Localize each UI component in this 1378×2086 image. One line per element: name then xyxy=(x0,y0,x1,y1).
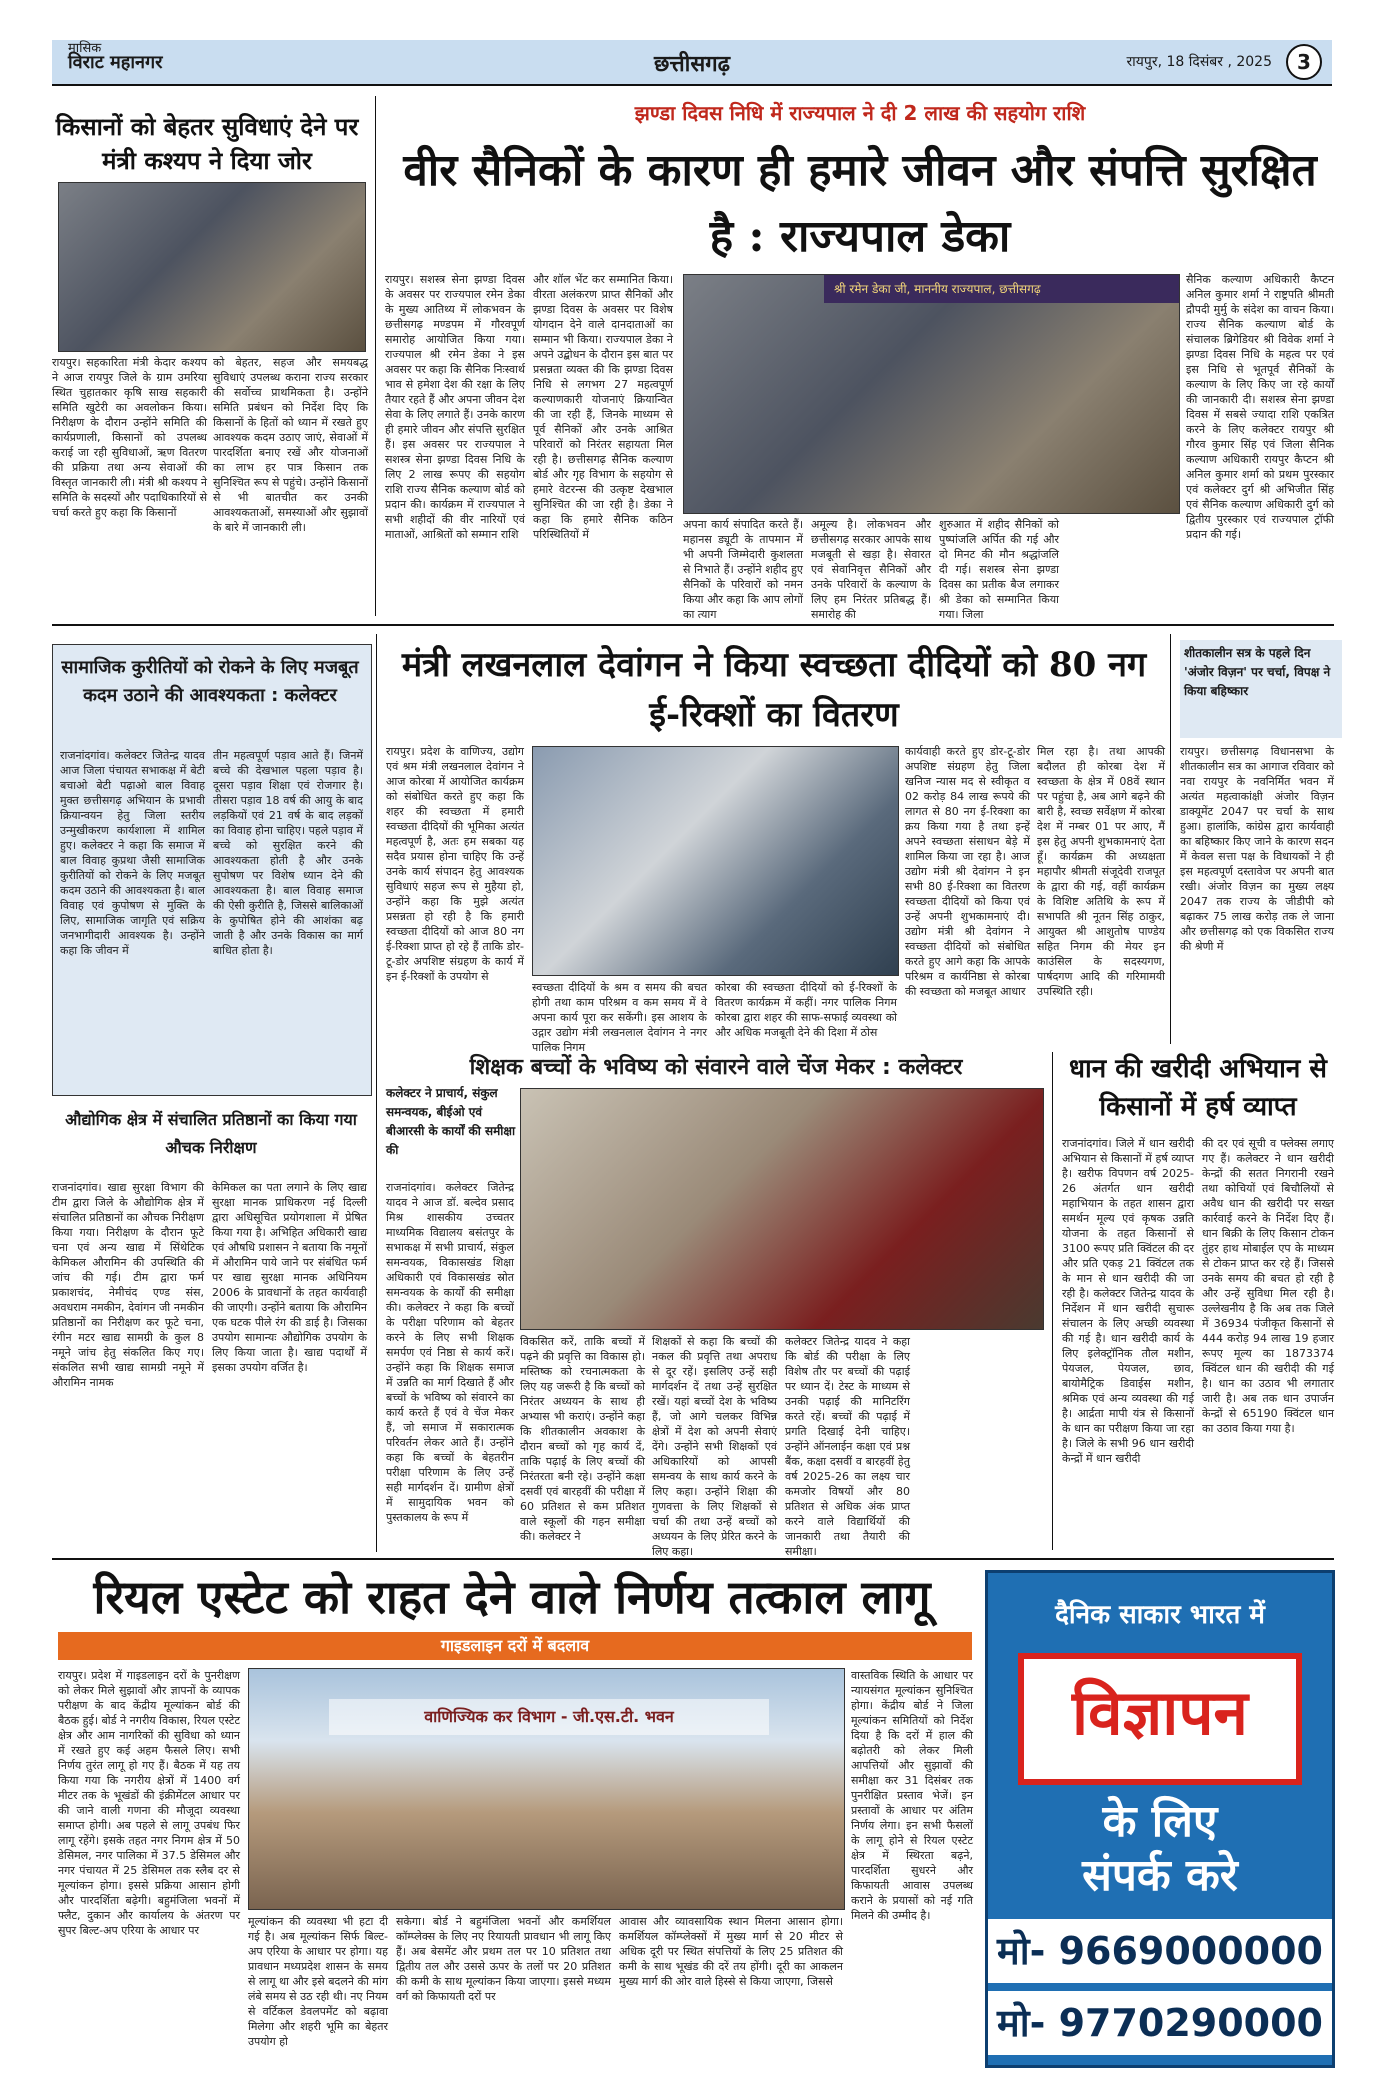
teachers-headline: शिक्षक बच्चों के भविष्य को संवारने वाले चेंज मेकर : कलेक्टर xyxy=(469,1055,963,1080)
governor-photo xyxy=(683,274,1180,514)
ad-line-2: के लिए xyxy=(1102,1796,1218,1847)
industrial-headline: औद्योगिक क्षेत्र में संचालित प्रतिष्ठानों का किया गया औचक निरीक्षण xyxy=(65,1110,357,1157)
governor-photo-banner: श्री रमेन डेका जी, माननीय राज्यपाल, छत्तीसगढ़ xyxy=(824,275,1179,303)
ad-line-3: संपर्क करे xyxy=(1082,1850,1238,1901)
governor-col-1: रायपुर। सशस्त्र सेना झण्डा दिवस के अवसर पर राज्यपाल रमेन डेका के मुख्य आतिथ्य में लोकभवन के छत्तीसगढ़ मण्डपम में गौरवपूर्ण समारोह आयोजित किया गया। राज्यपाल श्री रमेन डेका ने इस अवसर पर कहा कि सैनिक निःस्वार्थ भाव से हमेशा देश की रक्षा के लिए तैयार रहते हैं और अपना जीवन देश सेवा के लिए लगाते हैं। उनके कारण ही हमारे जीवन और संपत्ति सुरक्षित हैं। इस अवसर पर राज्यपाल ने सशस्त्र सेना झण्डा दिवस निधि के लिए 2 लाख रूपए की सहयोग राशि राज्य सैनिक कल्याण बोर्ड को प्रदान की। कार्यक्रम में राज्यपाल ने सभी शहीदों की वीर नारियों एवं माताओं, आश्रितों को सम्मान राशि xyxy=(385,273,525,541)
column-divider xyxy=(375,96,376,616)
column-divider xyxy=(1052,1052,1053,1550)
governor-col-3: अपना कार्य संपादित करते हैं। महानस ड्यूटी के तापमान में भी अपनी जिम्मेदारी कुशलता से निभाते हैं। उन्होंने शहीद हुए सैनिकों के परिवारों को नमन किया और कहा कि आप लोगों का त्याग xyxy=(683,518,803,621)
realestate-col-5: वास्तविक स्थिति के आधार पर न्यायसंगत मूल्यांकन सुनिश्चित होगा। केंद्रीय बोर्ड ने जिला मूल्यांकन समितियों को निर्देश दिया है कि दरों में हाल की बढ़ोतरी को लेकर मिली आपत्तियों और सुझावों की समीक्षा कर 31 दिसंबर तक पुनरीक्षित प्रस्ताव भेजें। इन प्रस्तावों के आधार पर अंतिम निर्णय लेगा। इन सभी फैसलों के लागू होने से रियल एस्टेट क्षेत्र में स्थिरता बढ़ने, पारदर्शिता सुधरने और किफायती आवास उपलब्ध कराने के प्रयासों को नई गति मिलने की उम्मीद है। xyxy=(851,1669,973,1922)
governor-col-6: सैनिक कल्याण अधिकारी कैप्टन अनिल कुमार शर्मा ने राष्ट्रपति श्रीमती द्रौपदी मुर्मु के संदेश का वाचन किया। राज्य सैनिक कल्याण बोर्ड के संचालक ब्रिगेडियर श्री विवेक शर्मा ने झण्डा दिवस निधि के महत्व पर एवं इस निधि से भूतपूर्व सैनिकों के कल्याण के लिए किए जा रहे कार्यों की जानकारी दी। सशस्त्र सेना झण्डा दिवस में सबसे ज्यादा राशि एकत्रित करने के लिए कलेक्टर रायपुर श्री गौरव कुमार सिंह एवं जिला सैनिक कल्याण अधिकारी रायपुर कैप्टन श्री अनिल कुमार शर्मा को प्रथम पुरस्कार एवं कलेक्टर दुर्ग श्री अभिजीत सिंह एवं सैनिक कल्याण अधिकारी दुर्ग को द्वितीय पुरस्कार एवं राज्यपाल ट्रॉफी प्रदान की गई। xyxy=(1186,273,1334,541)
teachers-col-4: कलेक्टर जितेन्द्र यादव ने कहा कि बोर्ड की परीक्षा के लिए विशेष तौर पर बच्चों की पढ़ाई पर ध्यान दें। टेस्ट के माध्यम से उनकी पढ़ाई की मानिटरिंग करते रहें। बच्चों की पढ़ाई में प्रगति दिखाई देनी चाहिए। उन्होंने ऑनलाईन कक्षा एवं प्रश्न बैंक, कक्षा दसवीं व बारहवीं हेतु वर्ष 2025-26 का लक्ष्य चार कमजोर विषयों और 80 प्रतिशत से अधिक अंक प्राप्त करने वाले विद्यार्थियों की जानकारी तथा तैयारी की समीक्षा। xyxy=(785,1335,910,1558)
dateline: रायपुर, 18 दिसंबर , 2025 xyxy=(1126,54,1272,70)
social-col-2: तीन महत्वपूर्ण पड़ाव आते हैं। जिनमें बच्चे की देखभाल पहला पड़ाव है। दूसरा पड़ाव शिक्षा एवं रोजगार है। तीसरा पड़ाव 18 वर्ष की आयु के बाद लड़कियों एवं 21 वर्ष के बाद लड़कों का विवाह होना चाहिए। पहले पड़ाव में बच्चे को सुरक्षित करने की आवश्यकता होती है और उनके सुपोषण पर विशेष ध्यान देने की आवश्यकता है। बाल विवाह समाज की ऐसी कुरीति है, जिससे बालिकाओं के कुपोषित होने की आशंका बढ़ जाती है और उनके विकास का मार्ग बाधित होता है। xyxy=(213,749,363,957)
building-sign: वाणिज्यिक कर विभाग - जी.एस.टी. भवन xyxy=(329,1699,769,1735)
realestate-col-2: मूल्यांकन की व्यवस्था भी हटा दी गई है। अब मूल्यांकन सिर्फ बिल्ट-अप एरिया के आधार पर होगा। यह प्रावधान मध्यप्रदेश शासन के समय से लागू था और इसे बदलने की मांग लंबे समय से उठ रही थी। नए नियम से वर्टिकल डेवलपमेंट को बढ़ावा मिलेगा और शहरी भूमि का बेहतर उपयोग हो xyxy=(248,1915,388,2048)
realestate-headline: रियल एस्टेट को राहत देने वाले निर्णय तत्काल लागू xyxy=(93,1570,931,1624)
realestate-subhead: गाइडलाइन दरों में बदलाव xyxy=(58,1632,972,1660)
section-divider xyxy=(52,624,1334,626)
farmers-col-1: रायपुर। सहकारिता मंत्री केदार कश्यप ने आज रायपुर जिले के ग्राम उमरिया स्थित चुहातकार कृषि साख सहकारी समिति खुटेरी का अवलोकन किया। निरीक्षण के दौरान उन्होंने समिति की कार्यप्रणाली, किसानों को उपलब्ध कराई जा रही सुविधाओं, ऋण वितरण की प्रक्रिया तथा अन्य सेवाओं की विस्तृत जानकारी ली। मंत्री श्री कश्यप ने समिति के सदस्यों और पदाधिकारियों से चर्चा करते हुए कहा कि किसानों xyxy=(52,356,207,519)
farmers-photo xyxy=(58,182,366,352)
assembly-col-1: रायपुर। छत्तीसगढ़ विधानसभा के शीतकालीन सत्र का आगाज रविवार को नवा रायपुर के नवनिर्मित भवन में अत्यंत महत्वाकांक्षी अंजोर विज़न डाक्यूमेंट 2047 पर चर्चा के साथ हुआ। हालांकि, कांग्रेस द्वारा कार्यवाही का बहिष्कार किए जाने के कारण सदन में केवल सत्ता पक्ष के विधायकों ने ही इस महत्वपूर्ण दस्तावेज पर अपनी बात रखी। अंजोर विज़न का मुख्य लक्ष्य 2047 तक राज्य के जीडीपी को बढ़ाकर 75 लाख करोड़ तक ले जाना और छत्तीसगढ़ को एक विकसित राज्य की श्रेणी में xyxy=(1180,745,1334,953)
governor-col-5: शुरुआत में शहीद सैनिकों को पुष्पांजलि अर्पित की गई और दो मिनट की मौन श्रद्धांजलि दी गई। सशस्त्र सेना झण्डा दिवस का प्रतीक बैज लगाकर श्री डेका को सम्मानित किया गया। जिला xyxy=(939,518,1059,621)
governor-headline: वीर सैनिकों के कारण ही हमारे जीवन और संपत्ति सुरक्षित है : राज्यपाल डेका xyxy=(403,145,1317,262)
section-divider xyxy=(52,1558,1334,1560)
assembly-headline: शीतकालीन सत्र के पहले दिन 'अंजोर विज़न' पर चर्चा, विपक्ष ने किया बहिष्कार xyxy=(1180,640,1342,738)
realestate-col-3: सकेगा। बोर्ड ने बहुमंजिला भवनों और कमर्शियल कॉम्प्लेक्स के लिए नए रियायती प्रावधान भी लागू किए हैं। अब बेसमेंट और प्रथम तल पर 10 प्रतिशत तथा द्वितीय तल और उससे ऊपर के तलों पर 20 प्रतिशत की कमी के साथ मूल्यांकन किया जाएगा। इससे मध्यम वर्ग को किफायती दरों पर xyxy=(396,1915,611,2003)
teachers-photo xyxy=(520,1088,1044,1330)
ad-phone-1[interactable]: मो- 9669000000 xyxy=(988,1919,1332,1983)
teachers-deck: कलेक्टर ने प्राचार्य, संकुल समन्वयक, बीईओ एवं बीआरसी के कार्यों की समीक्षा की xyxy=(386,1086,516,1157)
erickshaw-col-4: कार्यवाही करते हुए डोर-टू-डोर अपशिष्ट संग्रहण हेतु जिला खनिज न्यास मद से स्वीकृत व 02 करोड़ 84 लाख रूपये की लागत से 80 नग ई-रिक्शा का क्रय किया गया है तथा इन्हें अपने स्वच्छता संसाधन बेड़े में शामिल किया जा रहा है। आज उद्योग मंत्री श्री देवांगन ने इन सभी 80 ई-रिक्शा का वितरण स्वच्छता दीदियों को किया एवं उन्हें अपनी शुभकामनाएं दी। उद्योग मंत्री श्री देवांगन ने स्वच्छता दीदियों को संबोधित करते हुए आगे कहा कि आपके परिश्रम व कार्यनिष्ठा से कोरबा की स्वच्छता को मजबूत आधार xyxy=(905,745,1030,998)
realestate-photo xyxy=(248,1668,845,1910)
page-number: 3 xyxy=(1286,44,1322,80)
column-divider xyxy=(1170,634,1171,1044)
ad-banner-text: विज्ञापन xyxy=(1072,1676,1248,1749)
erickshaw-col-5: मिल रहा है। तथा आपकी बदौलत ही कोरबा देश में स्वच्छता के क्षेत्र में 08वें स्थान पर पहुंचा है, अब आगे बढ़ने की बारी है, स्वच्छ सर्वेक्षण में कोरबा देश में नम्बर 01 पर आए, मैं इस हेतु अपनी शुभकामनाएं देता हूँ। कार्यक्रम की अध्यक्षता महापौर श्रीमती संजूदेवी राजपूत के द्वारा की गई, वहीं कार्यक्रम के विशिष्ट अतिथि के रूप में सभापति श्री नूतन सिंह ठाकुर, आयुक्त श्री आशुतोष पाण्डेय सहित निगम की मेयर इन काउंसिल के सदस्यगण, पार्षदगण आदि की गरिमामयी उपस्थिति रही। xyxy=(1037,745,1165,998)
governor-col-2: और शॉल भेंट कर सम्मानित किया। वीरता अलंकरण प्राप्त सैनिकों और झण्डा दिवस के अवसर पर विशेष योगदान देने वाले दानदाताओं का सम्मान भी किया। राज्यपाल डेका ने अपने उद्बोधन के दौरान इस बात पर प्रसन्नता व्यक्त की कि झण्डा दिवस निधि से लगभग 27 महत्वपूर्ण कल्याणकारी योजनाएं क्रियान्वित की जा रही हैं, जिनके माध्यम से पूर्व सैनिकों और उनके आश्रित परिवारों को निरंतर सहायता मिल रही है। छत्तीसगढ़ सैनिक कल्याण बोर्ड और गृह विभाग के सहयोग से हमारे वेटरन्स की उत्कृष्ट देखभाल सुनिश्चित की जा रही है। डेका ने कहा कि हमारे सैनिक कठिन परिस्थितियों में xyxy=(533,273,673,541)
erickshaw-col-1: रायपुर। प्रदेश के वाणिज्य, उद्योग एवं श्रम मंत्री लखनलाल देवांगन ने आज कोरबा में आयोजित कार्यक्रम को संबोधित करते हुए कहा कि शहर की स्वच्छता में हमारी स्वच्छता दीदियों की भूमिका अत्यंत महत्वपूर्ण है, अतः हम सबका यह सदैव प्रयास होना चाहिए कि उन्हें उनके कार्य संपादन हेतु आवश्यक सुविधाएं सहज रूप से मुहैया हो, उन्होंने कहा कि मुझे अत्यंत प्रसन्नता हो रही है कि हमारी स्वच्छता दीदियों को आज 80 नग ई-रिक्शा प्राप्त हो रहे हैं ताकि डोर-टू-डोर अपशिष्ट संग्रहण के कार्य में इन ई-रिक्शों के उपयोग से xyxy=(386,745,524,983)
erickshaw-photo xyxy=(532,746,899,976)
social-col-1: राजनांदगांव। कलेक्टर जितेन्द्र यादव आज जिला पंचायत सभाकक्ष में बेटी बचाओ बेटी पढ़ाओ बाल विवाह मुक्त छत्तीसगढ़ अभियान के प्रभावी क्रियान्वयन हेतु जिला स्तरीय उन्मुखीकरण कार्यशाला में शामिल हुए। कलेक्टर ने कहा कि समाज में बाल विवाह कुप्रथा जैसी सामाजिक कुरीतियों को रोकने के लिए मजबूत कदम उठाने की आवश्यकता है। बाल विवाह एवं कुपोषण से मुक्ति के लिए, सामाजिक जागृति एवं सक्रिय जनभागीदारी आवश्यक है। उन्होंने कहा कि जीवन में xyxy=(60,749,205,957)
industrial-col-1: राजनांदगांव। खाद्य सुरक्षा विभाग की टीम द्वारा जिले के औद्योगिक क्षेत्र में संचालित प्रतिष्ठानों का औचक निरीक्षण किया गया। निरीक्षण के दौरान फूटे चना एवं अन्य खाद्य में सिंथेटिक केमिकल औरामिन की उपस्थिति की जांच की गई। टीम द्वारा फर्म प्रकाशचंद, नेमीचंद एण्ड संस, अवधराम नमकीन, देवांगन जी नमकीन प्रतिष्ठानों का निरीक्षण कर फूटे चना, रंगीन मटर खाद्य सामग्री के कुल 8 नमूने जांच हेतु संकलित किए गए। संकलित सभी खाद्य सामग्री नमूने में औरामिन नामक xyxy=(52,1181,204,1389)
paddy-col-1: राजनांदगांव। जिले में धान खरीदी अभियान से किसानों में हर्ष व्याप्त है। खरीफ विपणन वर्ष 2025-26 अंतर्गत धान खरीदी महाभियान के तहत शासन द्वारा समर्थन मूल्य एवं कृषक उन्नति योजना के तहत किसानों से 3100 रूपए प्रति क्विंटल की दर और प्रति एकड़ 21 क्विंटल तक के मान से धान खरीदी की जा रही है। कलेक्टर जितेन्द्र यादव के निर्देशन में धान खरीदी सुचारू संचालन के लिए अच्छी व्यवस्था की गई है। धान खरीदी कार्य के लिए इलेक्ट्रॉनिक तौल मशीन, पेयजल, पेयजल, छाव, बायोमैट्रिक डिवाईस मशीन, श्रमिक एवं अन्य व्यवस्था की गई है। आर्द्रता मापी यंत्र से किसानों के धान का परीक्षण किया जा रहा है। जिले के सभी 96 धान खरीदी केन्द्रों में धान खरीदी xyxy=(1062,1137,1194,1465)
governor-col-4: अमूल्य है। लोकभवन और छत्तीसगढ़ सरकार आपके साथ मजबूती से खड़ा है। सेवारत एवं सेवानिवृत्त सैनिकों और उनके परिवारों के कल्याण के लिए हम निरंतर प्रतिबद्ध हैं। समारोह की xyxy=(811,518,931,621)
farmers-col-2: को बेहतर, सहज और समयबद्ध सुविधाएं उपलब्ध कराना राज्य सरकार की सर्वोच्च प्राथमिकता है। उन्होंने समिति प्रबंधन को निर्देश दिए कि किसानों के हितों को ध्यान में रखते हुए आवश्यक कदम उठाए जाएं, सेवाओं में पारदर्शिता बनाए रखें और योजनाओं का लाभ हर पात्र किसान तक सुनिश्चित रूप से पहुंचे। उन्होंने किसानों से भी बातचीत कर उनकी आवश्यकताओं, समस्याओं और सुझावों के बारे में जानकारी ली। xyxy=(213,356,368,534)
teachers-col-3: शिक्षकों से कहा कि बच्चों की नकल की प्रवृत्ति तथा अपराध से दूर रहें। इसलिए उन्हें सही मार्गदर्शन दें तथा उन्हें सुरक्षित रखें। यहां बच्चों देश के भविष्य हैं, जो आगे चलकर विभिन्न क्षेत्रों में देश को अपनी सेवाएं देंगे। उन्होंने सभी शिक्षकों एवं अधिकारियों को आपसी समन्वय के साथ कार्य करने के लिए कहा। उन्होंने शिक्षा की गुणवत्ता के लिए शिक्षकों से चर्चा की तथा उन्हें बच्चों को अध्ययन के लिए प्रेरित करने के लिए कहा। xyxy=(652,1335,777,1558)
paddy-col-2: की दर एवं सूची व फ्लेक्स लगाए गए हैं। कलेक्टर ने धान खरीदी केन्द्रों की सतत निगरानी रखने तथा कोचियों एवं बिचौलियों से अवैध धान की खरीदी पर सख्त कार्रवाई करने के निर्देश दिए हैं। धान बिक्री के लिए किसान टोकन तुंहर हाथ मोबाईल एप के माध्यम से टोकन प्राप्त कर रहे हैं। जिससे उनके समय की बचत हो रही है और उन्हें सुविधा मिल रही है। उल्लेखनीय है कि अब तक जिले में 36934 पंजीकृत किसानों से 444 करोड़ 94 लाख 19 हजार रूपए मूल्य का 1873374 क्विंटल धान की खरीदी की गई है। धान का उठाव भी लगातार जारी है। अब तक धान उपार्जन केन्द्रों से 65190 क्विंटल धान का उठाव किया गया है। xyxy=(1202,1137,1334,1435)
erickshaw-headline: मंत्री लखनलाल देवांगन ने किया स्वच्छता दीदियों को 80 नग ई-रिक्शों का वितरण xyxy=(401,645,1147,735)
masthead xyxy=(52,40,1332,86)
realestate-col-4: आवास और व्यावसायिक स्थान मिलना आसान होगा। कमर्शियल कॉम्प्लेक्सों में मुख्य मार्ग से 20 मीटर से अधिक दूरी पर स्थित संपत्तियों के लिए 25 प्रतिशत की कमी के साथ भूखंड की दरें तय होंगी। दूरी का आकलन मुख्य मार्ग की ओर वाले हिस्से से किया जाएगा, जिससे xyxy=(619,1915,843,1988)
section-title: छत्तीसगढ़ xyxy=(654,52,730,77)
column-divider xyxy=(376,634,377,1552)
ad-phone-2[interactable]: मो- 9770290000 xyxy=(988,1991,1332,2055)
erickshaw-col-3: कोरबा की स्वच्छता दीदियों को ई-रिक्शों के वितरण कार्यक्रम में कहीं। नगर पालिक निगम कोरबा द्वारा शहर की साफ-सफाई व्यवस्था को और अधिक मजबूती देने की दिशा में ठोस xyxy=(715,981,897,1039)
farmers-headline: किसानों को बेहतर सुविधाएं देने पर मंत्री कश्यप ने दिया जोर xyxy=(55,112,359,175)
paper-name: विराट महानगर xyxy=(68,52,163,73)
paddy-headline: धान की खरीदी अभियान से किसानों में हर्ष व्याप्त xyxy=(1069,1054,1327,1122)
industrial-col-2: केमिकल का पता लगाने के लिए खाद्य सुरक्षा मानक प्राधिकरण नई दिल्ली द्वारा अधिसूचित प्रयोगशाला में प्रेषित किया गया है। अभिहित अधिकारी खाद्य एवं औषधि प्रशासन ने बताया कि नमूनों में औरामिन पाये जाने पर संबंधित फर्म पर खाद्य सुरक्षा मानक अधिनियम 2006 के प्रावधानों के तहत कार्यवाही की जाएगी। उन्होंने बताया कि औरामिन एक घटक पीले रंग की डाई है। जिसका उपयोग सामान्यः औद्योगिक उपयोग के लिए किया जाता है। खाद्य पदार्थों में इसका उपयोग वर्जित है। xyxy=(212,1181,367,1374)
governor-kicker: झण्डा दिवस निधि में राज्यपाल ने दी 2 लाख की सहयोग राशि xyxy=(385,96,1335,130)
realestate-col-1: रायपुर। प्रदेश में गाइडलाइन दरों के पुनरीक्षण को लेकर मिले सुझावों और ज्ञापनों के व्यापक परीक्षण के बाद केंद्रीय मूल्यांकन बोर्ड की बैठक हुई। बोर्ड ने नगरीय विकास, रियल एस्टेट क्षेत्र और आम नागरिकों की सुविधा को ध्यान में रखते हुए कई अहम फैसले लिए। सभी निर्णय तुरंत लागू हो गए हैं। बैठक में यह तय किया गया कि नगरीय क्षेत्रों में 1400 वर्ग मीटर तक के भूखंडों की इंक्रीमेंटल आधार पर की जाने वाली गणना की मौजूदा व्यवस्था समाप्त होगी। अब पहले से लागू उपबंध फिर लागू रहेंगे। इसके तहत नगर निगम क्षेत्र में 50 डेसिमल, नगर पालिका में 37.5 डेसिमल और नगर पंचायत में 25 डेसिमल तक स्लैब दर से मूल्यांकन होगा। इससे प्रक्रिया आसान होगी और पारदर्शिता बढ़ेगी। बहुमंजिला भवनों में फ्लैट, दुकान और कार्यालय के अंतरण पर सुपर बिल्ट-अप एरिया के आधार पर xyxy=(58,1669,240,1937)
ad-line-1: दैनिक साकार भारत में xyxy=(1055,1600,1265,1630)
advertisement[interactable] xyxy=(985,1570,1335,2068)
paper-frequency: मासिक xyxy=(68,41,102,56)
teachers-col-1: राजनांदगांव। कलेक्टर जितेन्द्र यादव ने आज डॉ. बल्देव प्रसाद मिश्र शासकीय उच्चतर माध्यमिक विद्यालय बसंतपुर के सभाकक्ष में सभी प्राचार्य, संकुल समन्वयक, विकासखंड शिक्षा अधिकारी एवं विकासखंड स्रोत समन्वयक के कार्यों की समीक्षा की। कलेक्टर ने कहा कि बच्चों के परीक्षा परिणाम को बेहतर करने के लिए सभी शिक्षक समर्पण एवं निष्ठा से कार्य करें। उन्होंने कहा कि शिक्षक समाज में उन्नति का मार्ग दिखाते हैं और बच्चों के भविष्य को संवारने का कार्य करते हैं एवं वे चेंज मेकर हैं, जो समाज में सकारात्मक परिवर्तन लेकर आते हैं। उन्होंने कहा कि बच्चों के बेहतरीन परीक्षा परिणाम के लिए उन्हें सही मार्गदर्शन दें। ग्रामीण क्षेत्रों में सामुदायिक भवन को पुस्तकालय के रूप में xyxy=(386,1181,514,1524)
erickshaw-col-2: स्वच्छता दीदियों के श्रम व समय की बचत होगी तथा काम परिश्रम व कम समय में वे अपना कार्य पूरा कर सकेंगी। इस आशय के उद्गार उद्योग मंत्री लखनलाल देवांगन ने नगर पालिक निगम xyxy=(532,981,707,1054)
teachers-col-2: विकसित करें, ताकि बच्चों में पढ़ने की प्रवृत्ति का विकास हो। मस्तिष्क को रचनात्मकता के लिए यह जरूरी है कि बच्चों को निरंतर अध्ययन के साथ ही अभ्यास भी कराएं। उन्होंने कहा कि शीतकालीन अवकाश के दौरान बच्चों को गृह कार्य दें, ताकि पढ़ाई के लिए बच्चों की निरंतरता बनी रहे। उन्होंने कक्षा दसवीं एवं बारहवीं की परीक्षा में 60 प्रतिशत से कम प्रतिशत वाले स्कूलों की गहन समीक्षा की। कलेक्टर ने xyxy=(520,1335,645,1543)
social-headline: सामाजिक कुरीतियों को रोकने के लिए मजबूत कदम उठाने की आवश्यकता : कलेक्टर xyxy=(61,657,359,706)
ad-banner xyxy=(1018,1653,1302,1785)
